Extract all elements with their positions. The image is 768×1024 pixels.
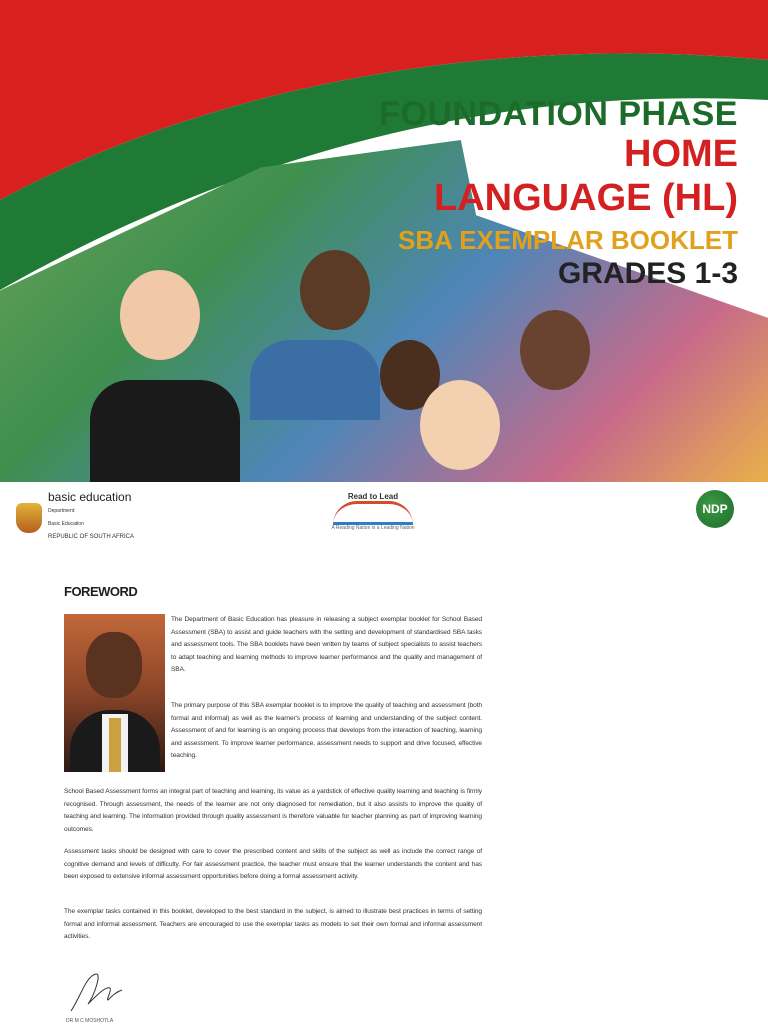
portrait-tie (109, 718, 121, 772)
child-figure (420, 380, 500, 470)
foreword-paragraph-3: School Based Assessment forms an integral part of teaching and learning, its value as a yardstick of effective quality learning and teaching is firmly recognised. Through assessment, the needs of the learner are not only diagnosed for remediation, but it also assists to improve the quality of teaching and learning. The information provided through quality assessment is therefore valuable for teacher planning as part of improving learning outcomes. (64, 788, 482, 833)
title-home: HOME (624, 133, 738, 175)
dbe-logo-country: REPUBLIC OF SOUTH AFRICA (48, 534, 135, 540)
foreword-paragraph-1: The Department of Basic Education has pleasure in releasing a subject exemplar booklet for School Based Assessment (SBA) to assist and guide teachers with the setting and development of standardised SBA tasks and assessment tools. The SBA booklets have been written by teams of subject specialists to assist teachers to adapt teaching and learning methods to improve learner performance and the quality and management of SBA. (171, 616, 482, 674)
dbe-logo (16, 492, 134, 543)
title-grades: GRADES 1-3 (557, 257, 738, 290)
title-foundation-phase: FOUNDATION PHASE (379, 95, 738, 133)
read-to-lead-logo (326, 492, 420, 531)
cover-title (379, 96, 738, 292)
logo-strip (0, 482, 768, 542)
signature-name: DR M C MOSHOTLA (66, 1018, 114, 1024)
subtitle-sba-exemplar: SBA EXEMPLAR BOOKLET (398, 225, 738, 255)
foreword-heading: FOREWORD (64, 584, 138, 599)
dbe-logo-text (48, 492, 134, 543)
cover-panel (0, 0, 768, 482)
dbe-logo-dept: Department: (48, 508, 76, 514)
foreword-paragraph-5: The exemplar tasks contained in this booklet, developed to the best standard in the subject, is aimed to illustrate best practices in terms of setting formal and informal assessment. Teachers are encouraged to use the exemplar tasks as models to set their own formal and informal assessment activities. (64, 908, 482, 941)
handwritten-signature (66, 966, 126, 1016)
foreword-paragraph-4: Assessment tasks should be designed with care to cover the prescribed content and skills of the subject as well as include the correct range of cognitive demand and levels of difficulty. For fair assessment practice, the teacher must ensure that the learner understands the content and has been exposed to extensive informal assessment opportunities before doing a formal assessment activity. (64, 848, 482, 881)
minister-portrait (64, 614, 165, 772)
read-to-lead-name: Read to Lead (347, 492, 399, 501)
dbe-logo-sub: Basic Education (48, 521, 84, 527)
child-figure (120, 270, 200, 360)
ndp-logo: NDP (696, 490, 734, 528)
title-language: LANGUAGE (HL) (434, 177, 738, 219)
book-icon (333, 501, 413, 525)
portrait-face (86, 632, 142, 698)
coat-of-arms-icon (16, 503, 42, 533)
child-figure (250, 340, 380, 420)
child-figure (300, 250, 370, 330)
read-to-lead-tagline: A Reading Nation is a Leading Nation (331, 525, 415, 531)
foreword-heading-wrap (64, 584, 482, 599)
foreword-paragraph-2: The primary purpose of this SBA exemplar booklet is to improve the quality of teaching and assessment (both formal and informal) as well as the learner's process of learning and understanding of the subject content. Assessment of and for learning is an ongoing process that develops from the interaction of teaching, learning and assessment. To improve learner performance, assessment needs to support and drive focused, effective teaching. (171, 702, 482, 760)
dbe-logo-name: basic education (48, 490, 132, 504)
child-figure (90, 380, 240, 482)
child-figure (520, 310, 590, 390)
